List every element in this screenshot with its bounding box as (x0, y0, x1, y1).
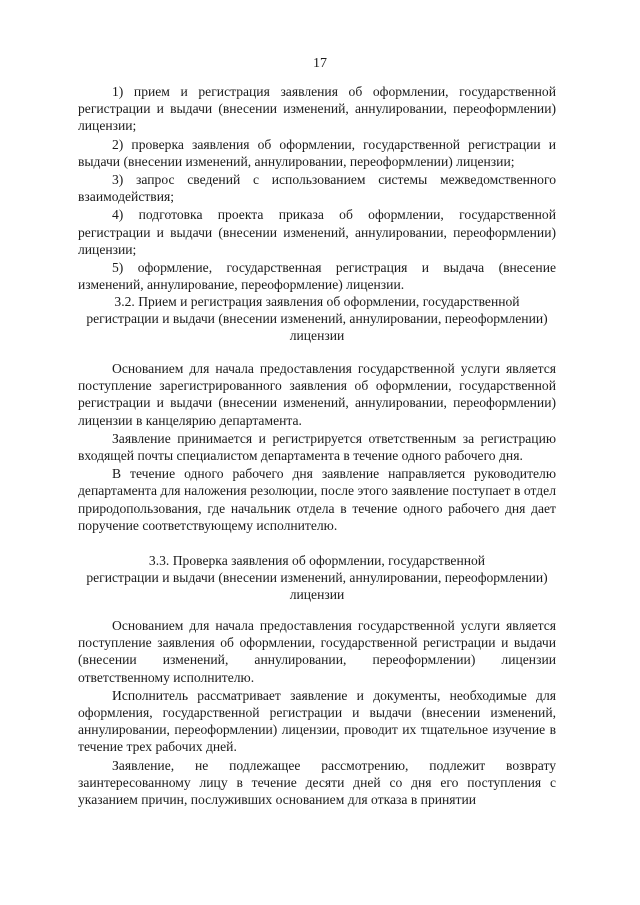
procedure-list (78, 83, 556, 293)
paragraph: Основанием для начала предоставления государственной услуги является поступление заявления об оформлении, государственной регистрации и выдачи (внесении изменений, аннулировании, переоформлении) лицензии ответственному исполнителю. (78, 618, 556, 685)
heading-line: регистрации и выдачи (внесении изменений, аннулировании, переоформлении) (86, 570, 548, 586)
list-item: 1) прием и регистрация заявления об оформлении, государственной регистрации и выдачи (внесении изменений, аннулировании, переоформлении) лицензии; (78, 84, 556, 134)
page-number: 17 (313, 56, 327, 71)
heading-line: 3.3. Проверка заявления об оформлении, государственной (148, 553, 486, 568)
heading-line: регистрации и выдачи (внесении изменений, аннулировании, переоформлении) (86, 311, 548, 327)
list-item: 3) запрос сведений с использованием системы межведомственного взаимодействия; (78, 172, 556, 205)
list-item: 5) оформление, государственная регистрация и выдача (внесение изменений, аннулирование, переоформление) лицензии. (78, 260, 556, 293)
paragraph: Заявление, не подлежащее рассмотрению, подлежит возврату заинтересованному лицу в течение десяти дней со дня его поступления с указанием причин, послуживших основанием для отказа в принятии (78, 757, 556, 808)
section-body-3-2 (78, 360, 556, 534)
heading-line: 3.2. Прием и регистрация заявления об оформлении, государственной (114, 294, 520, 309)
list-item: 2) проверка заявления об оформлении, государственной регистрации и выдачи (внесении изменений, аннулировании, переоформлении) лицензии; (78, 136, 556, 169)
section-body-3-3 (78, 617, 556, 808)
heading-line: лицензии (289, 328, 345, 344)
heading-line: лицензии (289, 587, 345, 603)
paragraph: Заявление принимается и регистрируется ответственным за регистрацию входящей почты специалистом департамента в течение одного рабочего дня. (78, 430, 556, 464)
paragraph: Исполнитель рассматривает заявление и документы, необходимые для оформления, государственной регистрации и выдачи (внесении изменений, аннулировании, переоформлении) лицензии, проводит их тщательное изучение в течение трех рабочих дней. (78, 687, 556, 755)
paragraph: Основанием для начала предоставления государственной услуги является поступление зарегистрированного заявления об оформлении, государственной регистрации и выдачи (внесении изменений, аннулировании, переоформлении) лицензии в канцелярию департамента. (78, 361, 556, 428)
paragraph: В течение одного рабочего дня заявление направляется руководителю департамента для наложения резолюции, после этого заявление поступает в отдел природопользования, где начальник отдела в течение одного рабочего дня дает поручение соответствующему исполнителю. (78, 466, 556, 533)
list-item: 4) подготовка проекта приказа об оформлении, государственной регистрации и выдачи (внесении изменений, аннулировании, переоформлении) лицензии; (78, 207, 556, 257)
section-heading-3-3 (78, 552, 556, 604)
section-heading-3-2 (78, 293, 556, 345)
